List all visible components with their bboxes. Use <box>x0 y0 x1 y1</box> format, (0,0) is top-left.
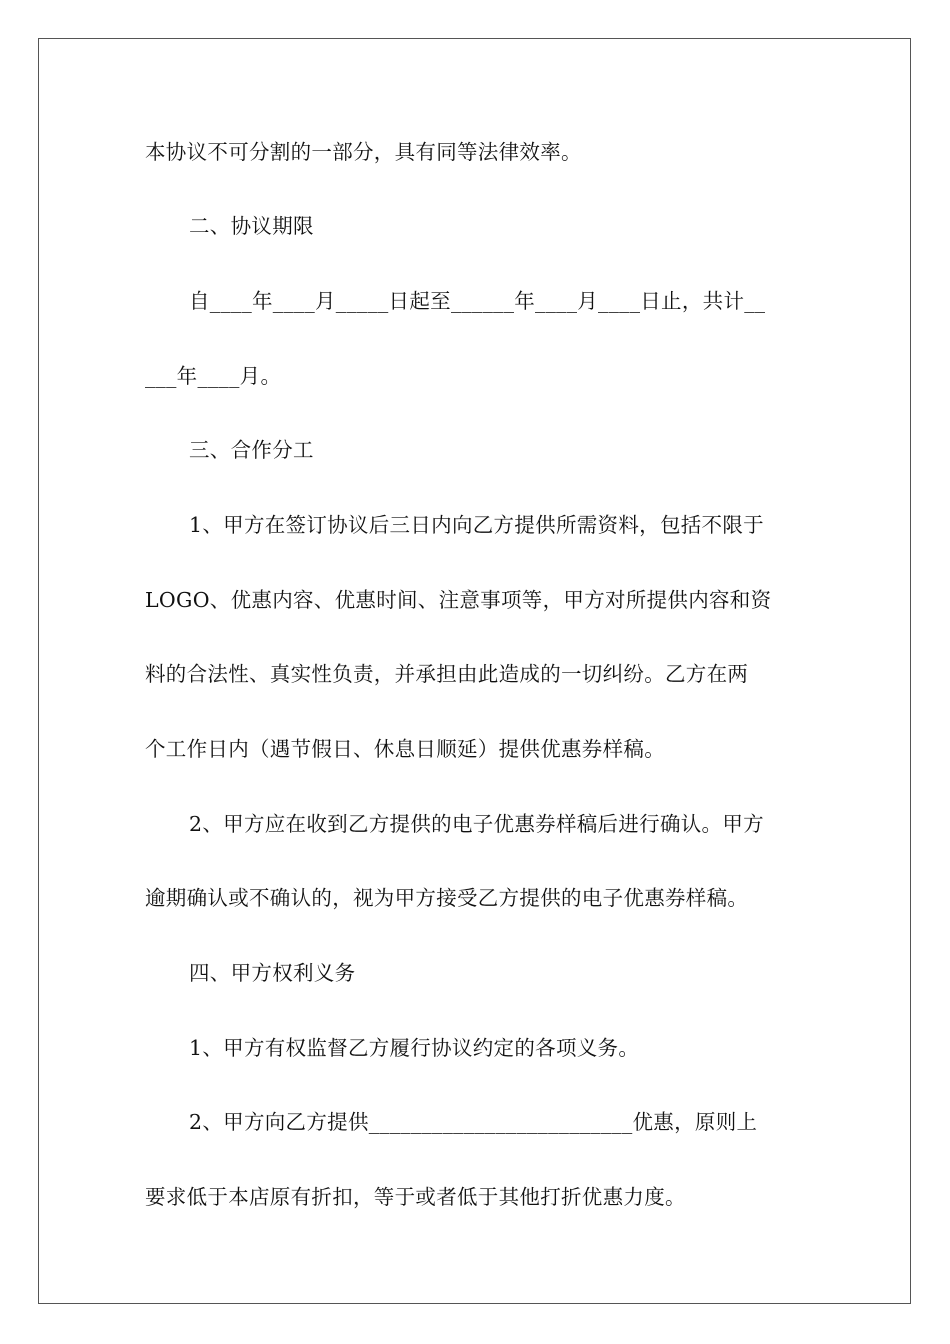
paragraph-line: 要求低于本店原有折扣，等于或者低于其他打折优惠力度。 <box>145 1185 686 1209</box>
paragraph-line: 本协议不可分割的一部分，具有同等法律效率。 <box>145 140 582 164</box>
paragraph-line: ___年____月。 <box>145 364 282 388</box>
paragraph-line: 自____年____月_____日起至______年____月____日止，共计__ <box>189 289 766 313</box>
paragraph-line: 2、甲方应在收到乙方提供的电子优惠券样稿后进行确认。甲方 <box>189 812 764 836</box>
paragraph-line: 料的合法性、真实性负责，并承担由此造成的一切纠纷。乙方在两 <box>145 662 749 686</box>
paragraph-line: LOGO、优惠内容、优惠时间、注意事项等，甲方对所提供内容和资 <box>145 588 772 612</box>
paragraph-line: 1、甲方在签订协议后三日内向乙方提供所需资料，包括不限于 <box>189 513 764 537</box>
paragraph-line: 个工作日内（遇节假日、休息日顺延）提供优惠券样稿。 <box>145 737 665 761</box>
section-heading-term: 二、协议期限 <box>189 214 314 238</box>
section-heading-division: 三、合作分工 <box>189 438 314 462</box>
paragraph-line: 2、甲方向乙方提供_________________________优惠，原则上 <box>189 1110 758 1134</box>
paragraph-line: 1、甲方有权监督乙方履行协议约定的各项义务。 <box>189 1036 640 1060</box>
section-heading-rights: 四、甲方权利义务 <box>189 961 356 985</box>
paragraph-line: 逾期确认或不确认的，视为甲方接受乙方提供的电子优惠券样稿。 <box>145 886 749 910</box>
